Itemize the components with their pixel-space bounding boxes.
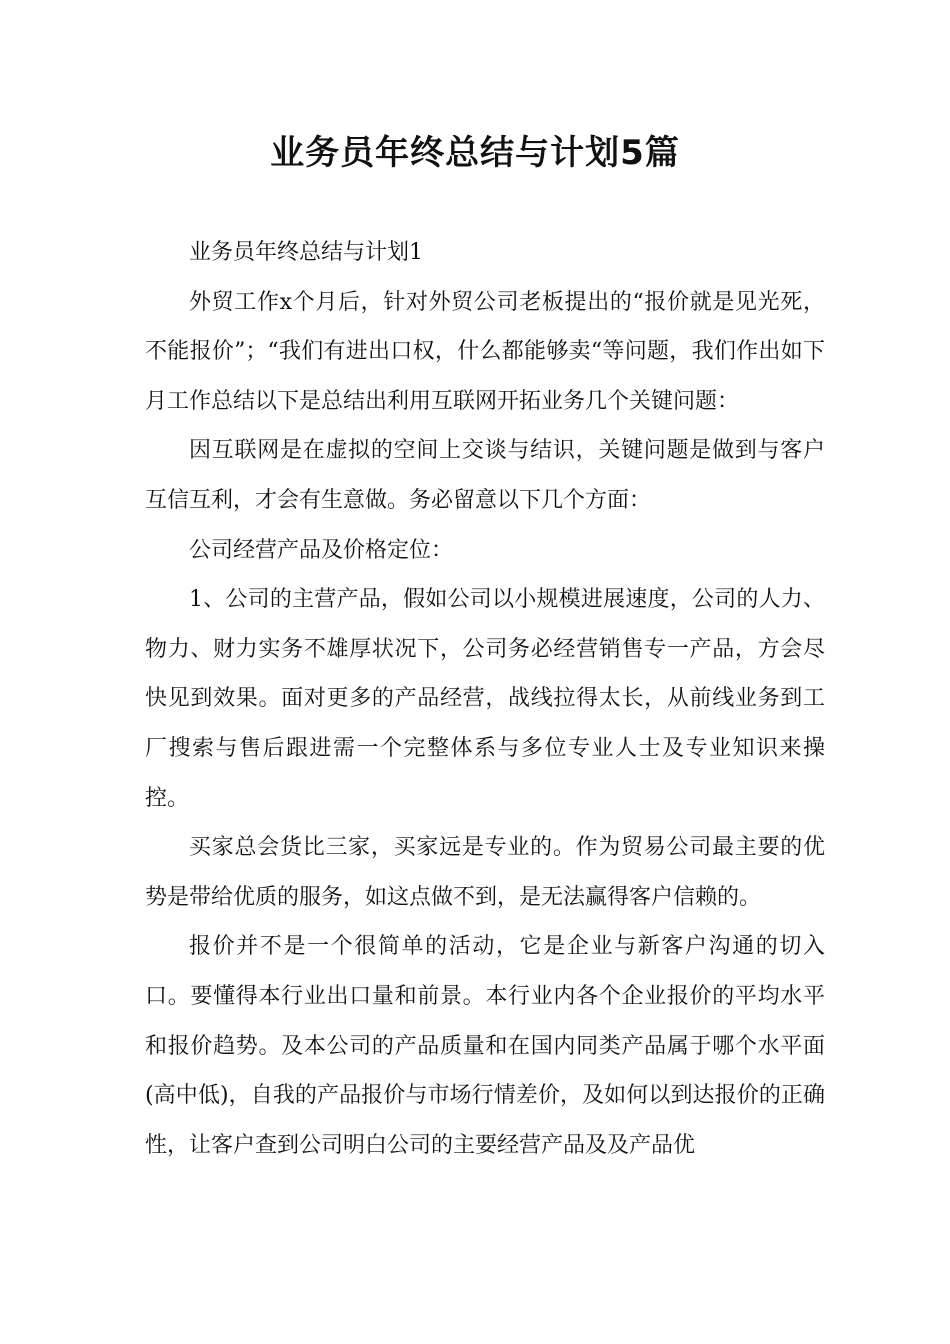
- paragraph: 因互联网是在虚拟的空间上交谈与结识，关键问题是做到与客户互信互利，才会有生意做。务必留意以下几个方面：: [145, 438, 825, 513]
- paragraph: 报价并不是一个很简单的活动，它是企业与新客户沟通的切入口。要懂得本行业出口量和前景。本行业内各个企业报价的平均水平和报价趋势。及本公司的产品质量和在国内同类产品属于哪个水平面(高中低)，自我的产品报价与市场行情差价，及如何以到达报价的正确性，让客户查到公司明白公司的主要经营产品及及产品优: [145, 934, 825, 1158]
- document-title: 业务员年终总结与计划5篇: [270, 133, 680, 173]
- section-heading: 业务员年终总结与计划1: [189, 240, 423, 265]
- paragraph: 1、公司的主营产品，假如公司以小规模进展速度，公司的人力、物力、财力实务不雄厚状况下，公司务必经营销售专一产品，方会尽快见到效果。面对更多的产品经营，战线拉得太长，从前线业务到工厂搜索与售后跟进需一个完整体系与多位专业人士及专业知识来操控。: [145, 587, 825, 811]
- document-body: [145, 228, 825, 1170]
- paragraph: 买家总会货比三家，买家远是专业的。作为贸易公司最主要的优势是带给优质的服务，如这点做不到，是无法赢得客户信赖的。: [145, 835, 825, 910]
- paragraph: 公司经营产品及价格定位：: [189, 537, 454, 563]
- paragraph: 外贸工作x个月后，针对外贸公司老板提出的“报价就是见光死，不能报价”；“我们有进出口权，什么都能够卖“等问题，我们作出如下月工作总结以下是总结出利用互联网开拓业务几个关键问题：: [145, 289, 825, 414]
